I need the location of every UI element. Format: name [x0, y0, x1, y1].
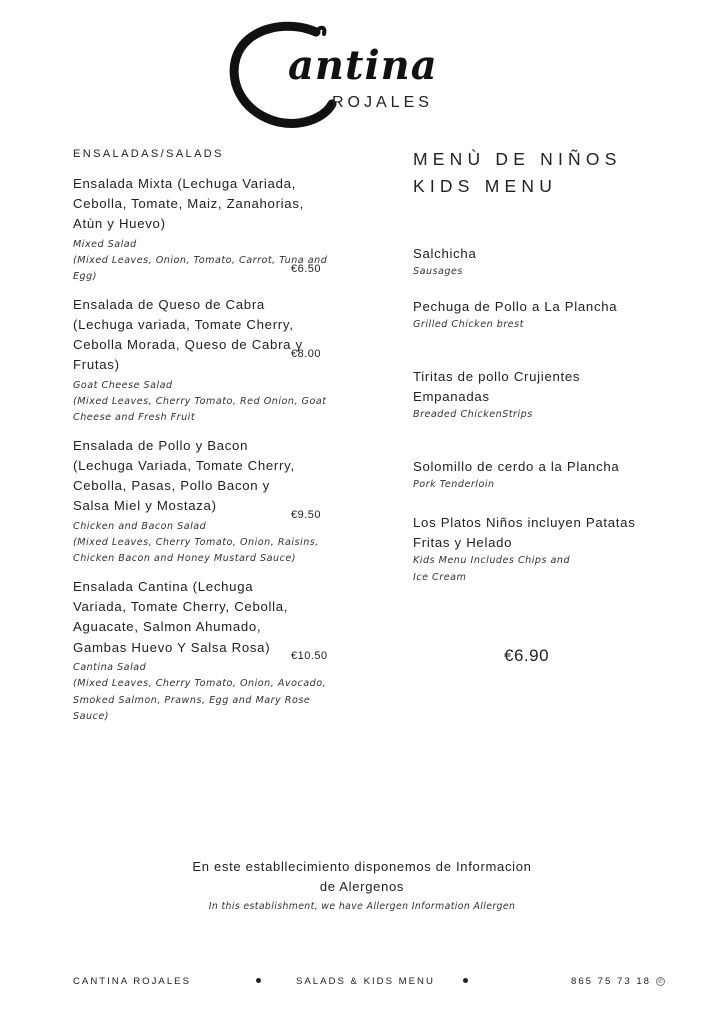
- salad-en-desc: (Mixed Leaves, Cherry Tomato, Red Onion, Goat Cheese and Fresh Fruit: [73, 396, 327, 424]
- kids-item: [413, 244, 658, 281]
- salad-en-description: [73, 237, 328, 286]
- footer-separator-dot: [463, 978, 468, 983]
- kids-item-name: Los Platos Niños incluyen Patatas Fritas y Helado: [413, 515, 636, 550]
- footer-brand: CANTINA ROJALES: [73, 976, 191, 987]
- salad-item: [73, 295, 343, 427]
- kids-item-en: Sausages: [413, 266, 463, 277]
- footer-phone[interactable]: 865 75 73 18: [571, 976, 652, 987]
- salad-en-title: Cantina Salad: [73, 661, 147, 673]
- salad-name: Ensalada de Pollo y Bacon (Lechuga Variada, Tomate Cherry, Cebolla, Pasas, Pollo Bacon y Salsa Miel y Mostaza): [73, 437, 295, 514]
- salad-price: €10.50: [291, 649, 328, 662]
- salad-en-desc: (Mixed Leaves, Cherry Tomato, Onion, Avocado, Smoked Salmon, Prawns, Egg and Mary Rose Sauce): [73, 678, 327, 722]
- logo-subtitle: ROJALES: [332, 94, 433, 111]
- kids-item-name: Solomillo de cerdo a la Plancha: [413, 459, 620, 474]
- kids-item-en: Kids Menu Includes Chips and Ice Cream: [413, 555, 571, 583]
- kids-item-en: Pork Tenderloin: [413, 479, 495, 490]
- salads-section: [73, 148, 343, 734]
- kids-item: [413, 457, 658, 494]
- footer-separator-dot: [256, 978, 261, 983]
- kids-menu-section: [413, 146, 658, 665]
- allergen-note-en: In this establishment, we have Allergen Information Allergen: [208, 901, 516, 912]
- kids-item-en: Grilled Chicken brest: [413, 319, 524, 330]
- salad-name: Ensalada Cantina (Lechuga Variada, Tomate Cherry, Cebolla, Aguacate, Salmon Ahumado, Gambas Huevo Y Salsa Rosa): [73, 578, 289, 655]
- kids-item: [413, 297, 658, 334]
- salad-price: €6.50: [291, 263, 322, 275]
- salad-en-description: [73, 660, 328, 726]
- salad-item: [73, 436, 343, 568]
- salad-en-title: Mixed Salad: [73, 238, 137, 250]
- kids-item-name: Salchicha: [413, 246, 477, 261]
- salad-en-desc: (Mixed Leaves, Cherry Tomato, Onion, Raisins, Chicken Bacon and Honey Mustard Sauce): [73, 537, 319, 565]
- allergen-note-es: En este establlecimiento disponemos de Informacion de Alergenos: [192, 859, 532, 894]
- whatsapp-icon: ✆: [657, 978, 664, 985]
- salad-en-title: Chicken and Bacon Salad: [73, 520, 207, 532]
- salad-en-title: Goat Cheese Salad: [73, 379, 173, 391]
- salad-name: Ensalada Mixta (Lechuga Variada, Cebolla, Tomate, Maiz, Zanahorias, Atùn y Huevo): [73, 176, 304, 232]
- kids-item-en: Breaded ChickenStrips: [413, 409, 533, 420]
- salad-price: €9.50: [291, 508, 322, 521]
- footer-title: SALADS & KIDS MENU: [296, 976, 435, 987]
- logo-wordmark: antina: [288, 42, 438, 89]
- kids-item: [413, 367, 613, 424]
- salad-en-description: [73, 519, 328, 568]
- kids-menu-price: €6.90: [504, 646, 550, 665]
- kids-item: [413, 513, 658, 586]
- salads-heading: ENSALADAS/SALADS: [73, 148, 224, 160]
- kids-title-en: KIDS MENU: [413, 176, 558, 196]
- cantina-logo: [228, 18, 443, 128]
- salad-price: €8.00: [291, 347, 322, 360]
- salad-en-desc: (Mixed Leaves, Onion, Tomato, Carrot, Tuna and Egg): [73, 255, 328, 283]
- salad-item: [73, 577, 343, 725]
- salad-item: [73, 174, 343, 286]
- allergen-note: [192, 857, 532, 914]
- kids-item-name: Pechuga de Pollo a La Plancha: [413, 299, 618, 314]
- kids-item-name: Tiritas de pollo Crujientes Empanadas: [413, 369, 581, 404]
- kids-title-es: MENÙ DE NIÑOS: [413, 149, 622, 169]
- salad-name: Ensalada de Queso de Cabra (Lechuga variada, Tomate Cherry, Cebolla Morada, Queso de Cabra y Frutas): [73, 296, 303, 373]
- salad-en-description: [73, 378, 328, 427]
